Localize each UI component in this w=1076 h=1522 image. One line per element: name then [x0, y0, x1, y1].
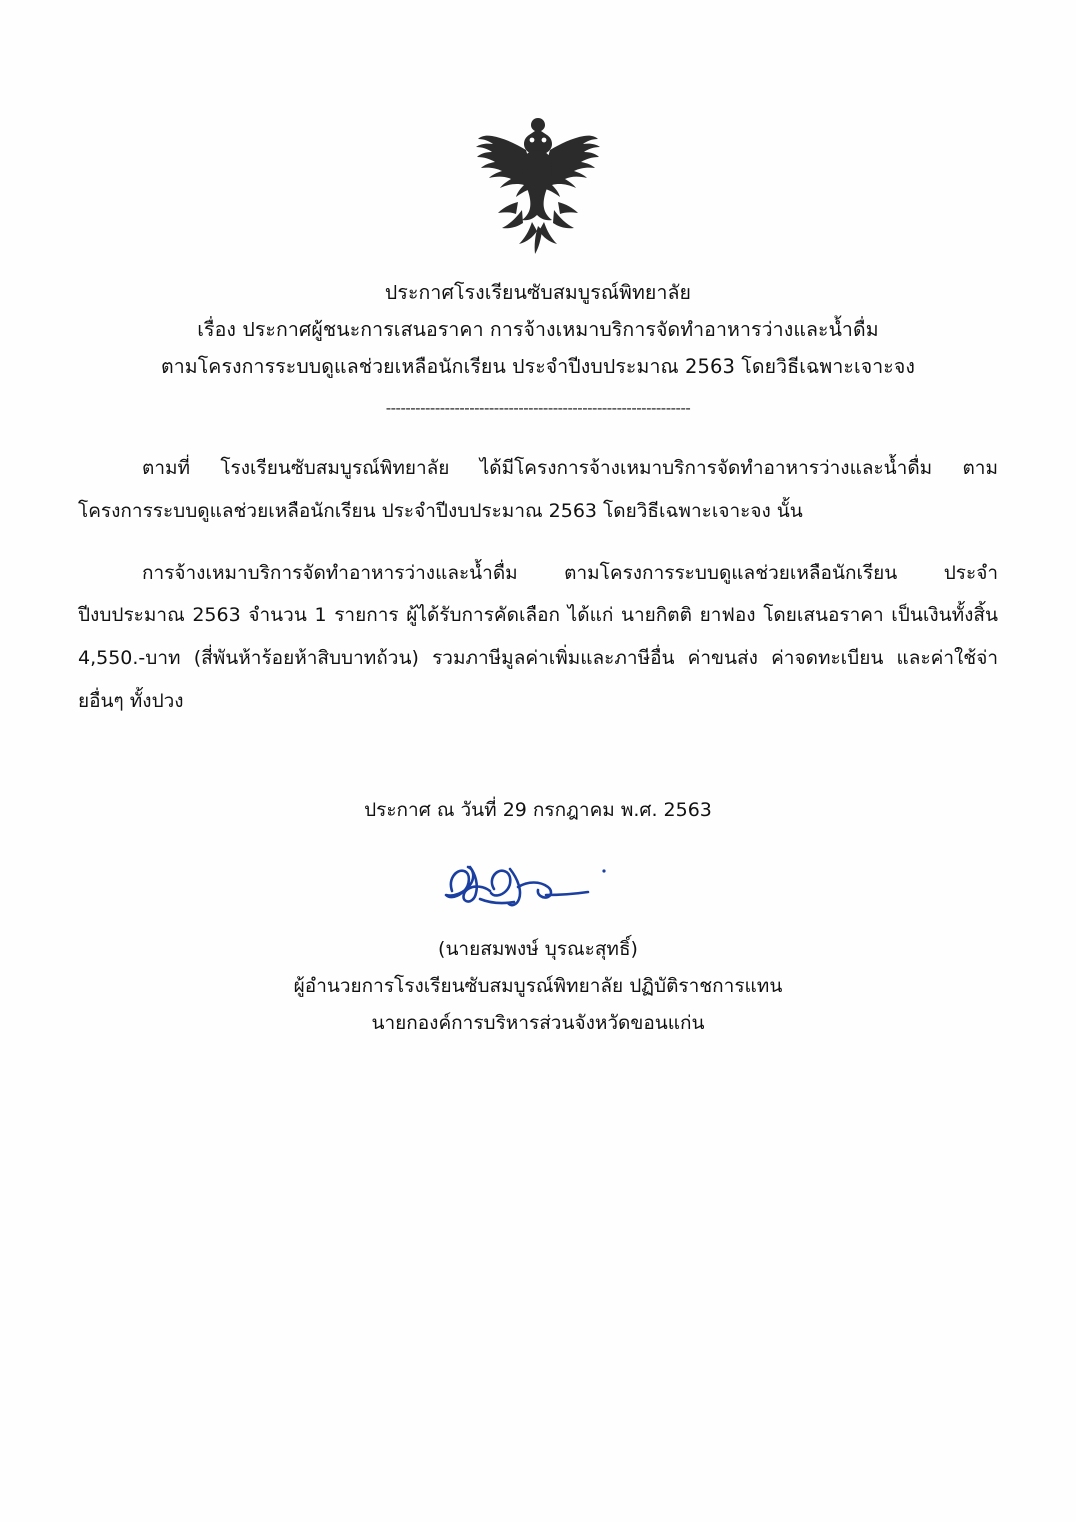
body-paragraph-1: ตามที่ โรงเรียนซับสมบูรณ์พิทยาลัย ได้มีโครงการจ้างเหมาบริการจัดทำอาหารว่างและน้ำดื่ม ตามโครงการระบบดูแลช่วยเหลือนักเรียน ประจำปีงบประมาณ 2563 โดยวิธีเฉพาะเจาะจง นั้น: [78, 457, 998, 522]
heading-line-3: ตามโครงการระบบดูแลช่วยเหลือนักเรียน ประจำปีงบประมาณ 2563 โดยวิธีเฉพาะเจาะจง: [160, 355, 916, 379]
signer-position-line-1: ผู้อำนวยการโรงเรียนซับสมบูรณ์พิทยาลัย ปฏิบัติราชการแทน: [293, 974, 783, 997]
document-heading: [0, 274, 1076, 417]
document-body: [78, 447, 998, 723]
heading-line-1: ประกาศโรงเรียนซับสมบูรณ์พิทยาลัย: [384, 281, 692, 304]
heading-line-2: เรื่อง ประกาศผู้ชนะการเสนอราคา การจ้างเหมาบริการจัดทำอาหารว่างและน้ำดื่ม: [197, 318, 879, 342]
signature-area: [0, 851, 1076, 929]
body-paragraph-2: การจ้างเหมาบริการจัดทำอาหารว่างและน้ำดื่ม ตามโครงการระบบดูแลช่วยเหลือนักเรียน ประจำปีงบประมาณ 2563 จำนวน 1 รายการ ผู้ได้รับการคัดเลือก ได้แก่ นายกิตติ ยาฟอง โดยเสนอราคา เป็นเงินทั้งสิ้น 4,550.-บาท (สี่พันห้าร้อยห้าสิบบาทถ้วน) รวมภาษีมูลค่าเพิ่มและภาษีอื่น ค่าขนส่ง ค่าจดทะเบียน และค่าใช้จ่ายอื่นๆ ทั้งปวง: [78, 561, 998, 712]
heading-divider: --------------------------------------------------------------: [385, 399, 691, 418]
garuda-emblem-icon: [448, 110, 628, 260]
emblem-container: [0, 0, 1076, 260]
signer-position-line-2: นายกองค์การบริหารส่วนจังหวัดขอนแก่น: [371, 1011, 705, 1034]
signer-name: (นายสมพงษ์ บุรณะสุทธิ์): [438, 937, 638, 960]
signature-block: [0, 931, 1076, 1042]
announcement-date: ประกาศ ณ วันที่ 29 กรกฎาคม พ.ศ. 2563: [364, 798, 712, 821]
handwritten-signature-icon: [418, 851, 658, 921]
